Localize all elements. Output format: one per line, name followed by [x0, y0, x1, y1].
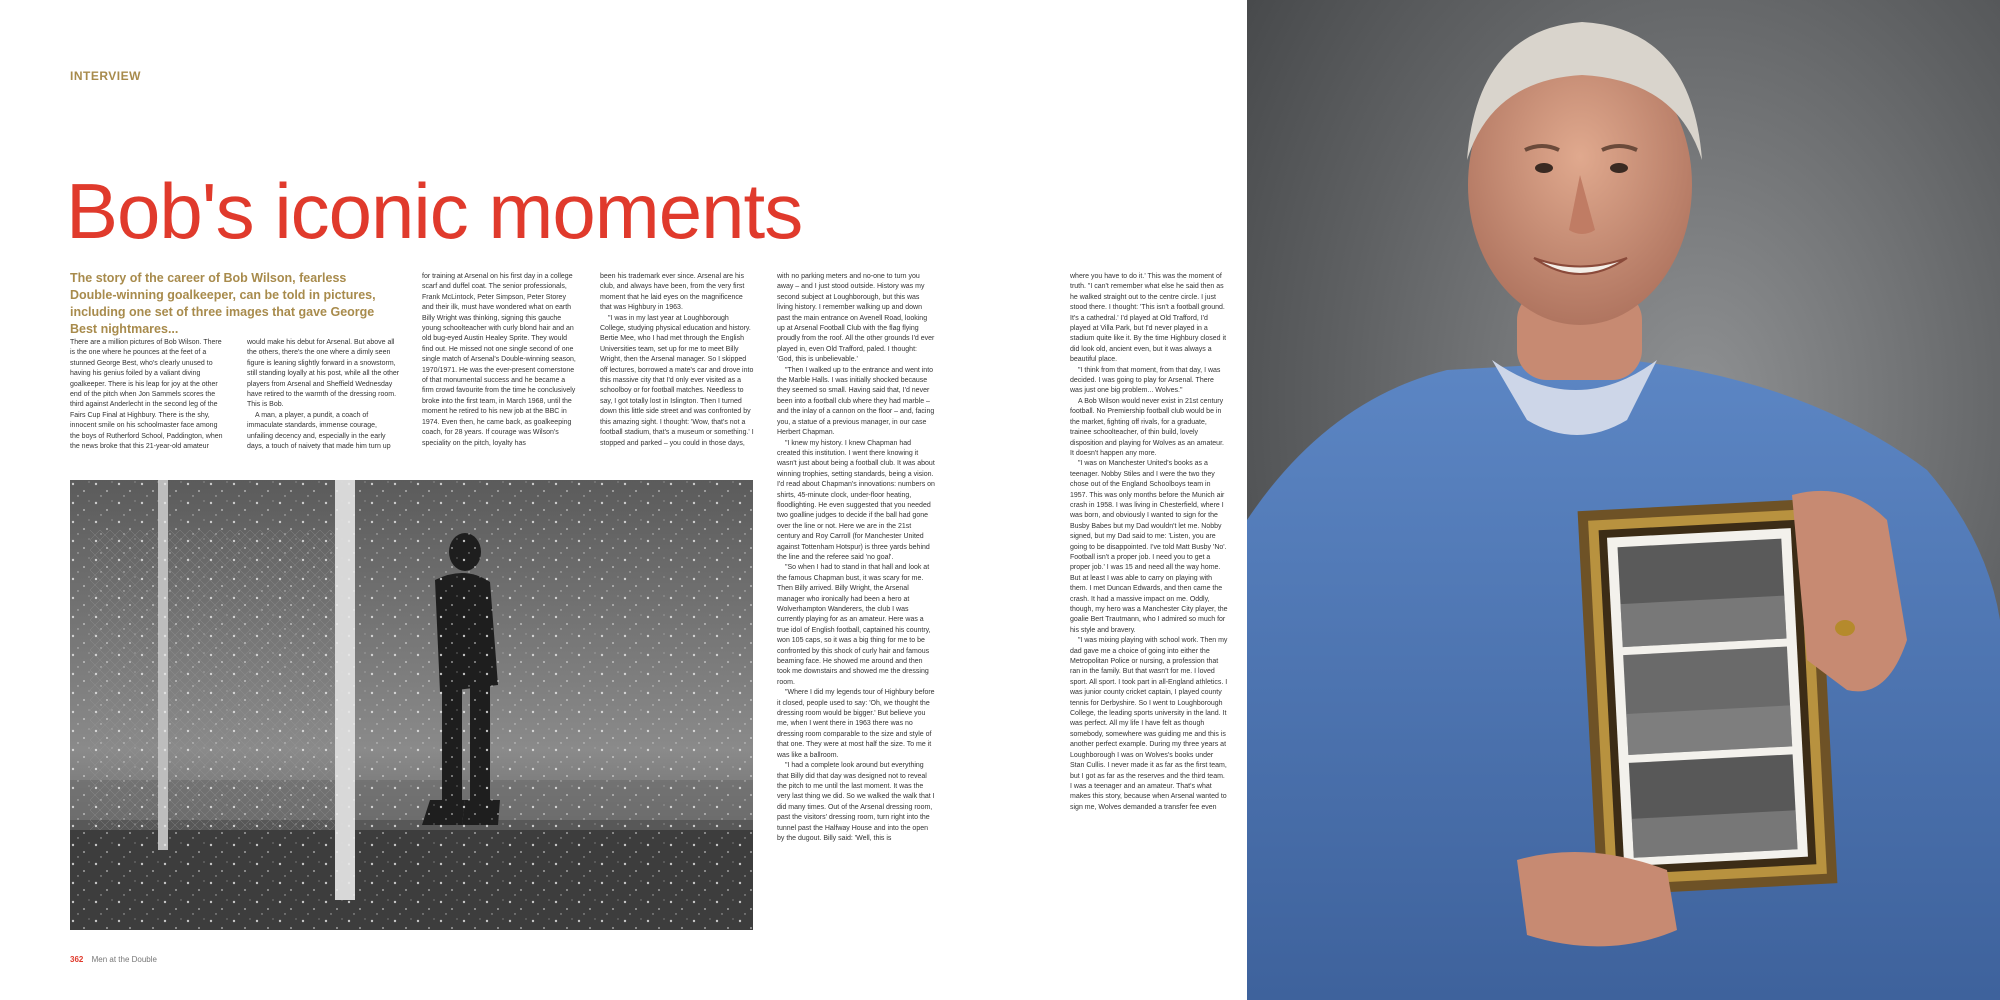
body-column-2	[247, 338, 402, 458]
body-column-6	[1070, 272, 1228, 852]
body-paragraph: "So when I had to stand in that hall and look at the famous Chapman bust, it was scary for me. Then Billy arrived. Billy Wright, the Arsenal manager who ironically had been a hero at Wolverhampton Wanderers, the club I was currently playing for as an amateur. Here was a true idol of English football, captained his country, won 105 caps, so it was a big thing for me to be confronted by this shock of curly hair and famous beaming face. He showed me around and then took me downstairs and showed me the dressing room.	[777, 564, 931, 686]
body-paragraph: There are a million pictures of Bob Wilson. There is the one where he pounces at the feet of a stunned George Best, who's clearly unused to having his genius foiled by a valiant diving goalkeeper. There is his leap for joy at the other end of the pitch when Jon Sammels scores the third against Anderlecht in the second leg of the Fairs Cup Final at Highbury. There is the shy, innocent smile on his schoolmaster face among the boys of Rutherford School, Paddington, when the news broke that this 21-year-old amateur	[70, 339, 223, 451]
body-paragraph: A Bob Wilson would never exist in 21st century football. No Premiership football club would be in the market, fighting off rivals, for a graduate, trainee schoolteacher, of thin build, lovely disposition and playing for Wolves as an amateur. It doesn't happen any more.	[1070, 397, 1224, 457]
body-paragraph: where you have to do it.' This was the moment of truth. "I can't remember what else he said then as he walked straight out to the centre circle. I just stood there. I thought: 'This isn't a football ground. It's a cathedral.' I'd played at Old Trafford, I'd played at Villa Park, but I'd never played in a stadium quite like it. By the time Highbury closed it did look old, ancient even, but it was always a beautiful place.	[1070, 273, 1227, 364]
page-number: 362	[70, 955, 84, 964]
standfirst: The story of the career of Bob Wilson, fearless Double-winning goalkeeper, can be told in pictures, including one set of three images that gave George Best nightmares...	[70, 271, 376, 336]
headline: Bob's iconic moments	[66, 167, 803, 255]
publication-name: Men at the Double	[91, 955, 157, 964]
body-paragraph: with no parking meters and no-one to turn you away – and I just stood outside. History was my second subject at Loughborough, but this was living history. I remember walking up and down past the main entrance on Avenell Road, looking up at Arsenal Football Club with the flag flying proudly from the roof. All the other grounds I'd ever played in, even Old Trafford, paled. I thought: 'God, this is unbelievable.'	[777, 273, 935, 364]
body-paragraph: A man, a player, a pundit, a coach of immaculate standards, immense courage, unfailing decency and, especially in the early days, a touch of naivety that made him turn up	[247, 411, 391, 451]
body-paragraph: "I was in my last year at Loughborough College, studying physical education and history. Bertie Mee, who I had met through the English Universities team, set up for me to meet Billy Wright, then the Arsenal manager. So I skipped off lectures, borrowed a mate's car and drove into this massive city that I'd only ever visited as a schoolboy or for football matches. Needless to say, I got totally lost in Islington. Then I turned down this little side street and was confronted by this amazing sight. I thought: 'Wow, that's not a football stadium, that's a museum or something.' I stopped and parked – you could in those days,	[600, 314, 754, 447]
body-paragraph: "I knew my history. I knew Chapman had created this institution. I went there knowing it wasn't just about being a football club. It was about winning trophies, setting standards, being a vision. I'd read about Chapman's innovations: numbers on shirts, 45-minute clock, under-floor heating, floodlighting. He even suggested that you needed two goalline judges to decide if the ball had gone over the line or not. Here we are in the 21st century and Roy Carroll (for Manchester United against Tottenham Hotspur) is three yards behind the line and the referee said 'no goal'.	[777, 439, 935, 561]
body-paragraph: would make his debut for Arsenal. But above all the others, there's the one where a dimly seen figure is leaning slightly forward in a snowstorm, still standing loyally at his post, while all the other players from Arsenal and Sheffield Wednesday have retired to the warmth of the dressing room. This is Bob.	[247, 339, 400, 409]
section-label: INTERVIEW	[70, 69, 141, 83]
body-paragraph: "I was mixing playing with school work. Then my dad gave me a choice of going into either the Metropolitan Police or nursing, a profession that ran in the family. But that wasn't for me. I loved sport. All sport. I took part in all-England athletics. I was junior county cricket captain, I played county tennis for Derbyshire. So I went to Loughborough College, the leading sports university in the land. It was perfect. All my life I have felt as though somebody, somewhere was guiding me and this is another perfect example. During my three years at Loughborough I was on Wolves's books under Stan Cullis. I never made it as far as the first team, but I got as far as the reserves and the third team. I was a teenager and an amateur. That's what makes this story, because when Arsenal wanted to sign me, Wolves demanded a transfer fee even	[1070, 637, 1228, 811]
body-column-5	[777, 272, 935, 882]
body-paragraph: been his trademark ever since. Arsenal are his club, and always have been, from the very first moment that he laid eyes on the magnificence that was Highbury in 1963.	[600, 273, 745, 312]
body-paragraph: for training at Arsenal on his first day in a college scarf and duffel coat. The senior professionals, Frank McLintock, Peter Simpson, Peter Storey and their ilk, must have wondered what on earth Billy Wright was thinking, signing this gauche young schoolteacher with curly blond hair and an old bug-eyed Austin Healey Sprite. They would find out. He missed not one single second of one single match of Arsenal's Double-winning season, 1970/1971. He was the ever-present cornerstone of that monumental success and he became a firm crowd favourite from the time he conclusively broke into the first team, in March 1968, until the moment he retired to his new job at the BBC in 1974. Even then, he came back, as goalkeeping coach, for 28 years. If courage was Wilson's speciality on the pitch, loyalty has	[422, 273, 576, 447]
folio	[70, 955, 157, 964]
body-column-3	[422, 272, 577, 462]
body-paragraph: "Where I did my legends tour of Highbury before it closed, people used to say: 'Oh, we thought the dressing room would be bigger.' But believe you me, when I went there in 1963 there was no dressing room comparable to the size and style of that one. They were at most half the size. To me it was like a ballroom.	[777, 689, 935, 759]
snowstorm-goalkeeper-photo	[70, 480, 753, 930]
body-paragraph: "I think from that moment, from that day, I was decided. I was going to play for Arsenal. There was just one big problem... Wolves."	[1070, 366, 1221, 395]
body-column-4	[600, 272, 755, 462]
portrait-photo	[1247, 0, 2000, 1000]
body-column-1	[70, 338, 225, 458]
body-paragraph: "Then I walked up to the entrance and went into the Marble Halls. I was initially shocked because they seemed so small. Having said that, I'd never been into a football club where they had marble – and the inlay of a cannon on the floor – and, facing you, a statue of a previous manager, in our case Herbert Chapman.	[777, 366, 935, 437]
body-paragraph: "I had a complete look around but everything that Billy did that day was designed not to reveal the pitch to me until the last moment. It was the very last thing we did. So we walked the walk that I did many times. Out of the Arsenal dressing room, past the visitors' dressing room, turn right into the tunnel past the Halfway House and into the open by the dugout. Billy said: 'Well, this is	[777, 762, 935, 842]
body-paragraph: "I was on Manchester United's books as a teenager. Nobby Stiles and I were the two they chose out of the England Schoolboys team in 1957. This was only months before the Munich air crash in 1958. I was living in Chesterfield, where I was born, and obviously I wanted to sign for the Busby Babes but my Dad wouldn't let me. Nobby signed, but my Dad said to me: 'Listen, you are going to be disappointed. I've told Matt Busby 'No'. Football isn't a proper job. I need you to get a proper job.' I was 15 and need all the way home. But at least I was able to carry on playing with them. I met Duncan Edwards, and then came the crash. It had a massive impact on me. Oddly, though, my hero was a Manchester City player, the goalie Bert Trautmann, who I admired so much for his style and bravery.	[1070, 460, 1228, 634]
